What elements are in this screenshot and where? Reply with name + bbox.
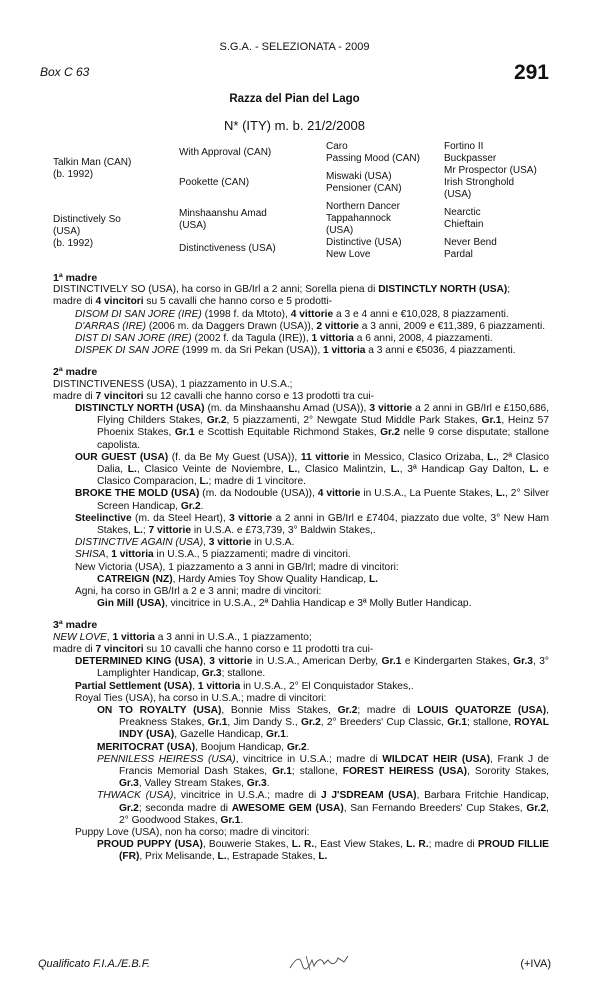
produce-entry: PROUD PUPPY (USA), Bouwerie Stakes, L. R., East View Stakes, L. R.; madre di PROUD FILLIE (FR), Prix Melisande, L., Estrapade Stakes, L. xyxy=(97,839,549,863)
produce-entry: Gin Mill (USA), vincitrice in U.S.A., 2ª Dahlia Handicap e 3ª Molly Butler Handicap. xyxy=(97,598,472,610)
produce-entry: DIST DI SAN JORE (IRE) (2002 f. da Tagula (IRE)), 1 vittoria a 6 anni, 2008, 4 piazzamenti. xyxy=(75,333,493,345)
produce-entry: D'ARRAS (IRE) (2006 m. da Daggers Drawn (USA)), 2 vittorie a 3 anni, 2009 e €11,389, 6 piazzamenti. xyxy=(75,320,546,332)
dam-record-line: madre di 7 vincitori su 12 cavalli che hanno corso e 13 prodotti tra cui- xyxy=(53,390,375,402)
horse-description: N* (ITY) m. b. 21/2/2008 xyxy=(224,118,365,133)
dam-record-line: madre di 7 vincitori su 10 cavalli che hanno corso e 11 prodotti tra cui- xyxy=(53,643,374,655)
produce-entry: DISPEK DI SAN JORE (1999 m. da Sri Pekan (USA)), 1 vittoria a 3 anni e €5036, 4 piazzamenti. xyxy=(75,345,516,357)
produce-entry: CATREIGN (NZ), Hardy Amies Toy Show Quality Handicap, L. xyxy=(97,573,378,585)
box-number: Box C 63 xyxy=(40,65,90,79)
dam-record-line: DISTINCTIVENESS (USA), 1 piazzamento in U.S.A.; xyxy=(53,378,293,390)
signature-icon xyxy=(288,952,350,974)
breeder-name: Razza del Pian del Lago xyxy=(229,93,360,105)
pedigree-gen4-c: Nearctic Chieftain xyxy=(444,207,484,230)
dam-record-line: DISTINCTIVELY SO (USA), ha corso in GB/Irl a 2 anni; Sorella piena di DISTINCTLY NORTH (USA); xyxy=(53,284,511,296)
produce-entry: DETERMINED KING (USA), 3 vittorie in U.S.A., American Derby, Gr.1 e Kindergarten Stakes, Gr.3, 3° Lamplighter Handicap, Gr.3; stallone. xyxy=(75,656,549,680)
pedigree-dam-dam: Distinctiveness (USA) xyxy=(179,243,276,254)
produce-entry: DISTINCTIVE AGAIN (USA), 3 vittorie in U.S.A. xyxy=(75,537,295,549)
page-footer xyxy=(38,958,551,976)
produce-entry: Royal Ties (USA), ha corso in U.S.A.; madre di vincitori: xyxy=(75,692,327,704)
dam-record-line: madre di 4 vincitori su 5 cavalli che hanno corso e 5 prodotti- xyxy=(53,296,333,308)
qualification-note: Qualificato F.I.A./E.B.F. xyxy=(38,958,151,970)
dam-record-line: NEW LOVE, 1 vittoria a 3 anni in U.S.A., 1 piazzamento; xyxy=(53,631,312,643)
pedigree-sire: Talkin Man (CAN) (b. 1992) xyxy=(53,157,132,180)
produce-entry: THWACK (USA), vincitrice in U.S.A.; madre di J J'SDREAM (USA), Barbara Fritchie Handicap, Gr.2; seconda madre di AWESOME GEM (USA), San Fernando Breeders' Cup Stakes, Gr.2, 2° Goodwood Stakes, Gr.1. xyxy=(97,790,549,826)
produce-entry: ON TO ROYALTY (USA), Bonnie Miss Stakes, Gr.2; madre di LOUIS QUATORZE (USA), Preakness Stakes, Gr.1, Jim Dandy S., Gr.2, 2° Breeders' Cup Classic, Gr.1; stallone, ROYAL INDY (USA), Gazelle Handicap, Gr.1. xyxy=(97,704,550,741)
section-heading: 2ª madre xyxy=(53,366,98,379)
vat-note: (+IVA) xyxy=(520,958,551,970)
pedigree-gen3-d: Distinctive (USA) New Love xyxy=(326,237,402,260)
pedigree-gen3-a: Caro Passing Mood (CAN) xyxy=(326,141,420,164)
pedigree-sire-dam: Pookette (CAN) xyxy=(179,177,250,188)
produce-entry: DISTINCTLY NORTH (USA) (m. da Minshaanshu Amad (USA)), 3 vittorie a 2 anni in GB/Irl e £150,686, Flying Childers Stakes, Gr.2, 5 piazzamenti, 2° Newgate Stud Middle Park Stakes, Gr.1, Heinz 57 Phoenix Stakes, Gr.1 e Scottish Equitable Richmond Stakes, Gr.2 nelle 9 corse disputate; stallone capolista. xyxy=(75,403,550,451)
produce-entry: Steelinctive (m. da Steel Heart), 3 vittorie a 2 anni in GB/Irl e £7404, piazzato due volte, 3° New Ham Stakes, L.; 7 vittorie in U.S.A. e £73,739, 3° Baldwin Stakes,. xyxy=(75,512,549,537)
produce-entry: MERITOCRAT (USA), Boojum Handicap, Gr.2. xyxy=(97,741,310,753)
pedigree-gen4-b: Mr Prospector (USA) Irish Stronghold (USA) xyxy=(444,165,537,200)
produce-entry: Partial Settlement (USA), 1 vittoria in U.S.A., 2° El Conquistador Stakes,. xyxy=(75,680,414,692)
pedigree-table xyxy=(53,141,553,266)
auction-header: S.G.A. - SELEZIONATA - 2009 xyxy=(219,41,370,53)
section-heading: 1ª madre xyxy=(53,272,98,284)
pedigree-gen3-b: Miswaki (USA) Pensioner (CAN) xyxy=(326,171,402,194)
pedigree-gen4-a: Fortino II Buckpasser xyxy=(444,141,497,164)
produce-entry: OUR GUEST (USA) (f. da Be My Guest (USA)), 11 vittorie in Messico, Clasico Orizaba, L., 2ª Clasico Dalia, L., Clasico Veinte de Noviembre, L., Clasico Malintzin, L., 3ª Handicap Gay Dalton, L. e Clasico Comparacion, L.; madre di 1 vincitore. xyxy=(75,451,550,488)
produce-entry: Agni, ha corso in GB/Irl a 2 e 3 anni; madre di vincitori: xyxy=(75,586,322,598)
produce-entry: PENNILESS HEIRESS (USA), vincitrice in U.S.A.; madre di WILDCAT HEIR (USA), Frank J de Francis Memorial Dash Stakes, Gr.1; stallone, FOREST HEIRESS (USA), Sorority Stakes, Gr.3, Valley Stream Stakes, Gr.3. xyxy=(97,753,549,790)
produce-record xyxy=(53,272,549,864)
section-heading: 3ª madre xyxy=(53,619,98,632)
produce-entry: BROKE THE MOLD (USA) (m. da Nodouble (USA)), 4 vittorie in U.S.A., La Puente Stakes, L., 2° Silver Screen Handicap, Gr.2. xyxy=(75,488,549,512)
pedigree-sire-sire: With Approval (CAN) xyxy=(179,147,272,158)
produce-entry: Puppy Love (USA), non ha corso; madre di vincitori: xyxy=(75,826,310,838)
lot-number: 291 xyxy=(513,61,549,84)
produce-entry: SHISA, 1 vittoria in U.S.A., 5 piazzamenti; madre di vincitori. xyxy=(75,549,351,561)
pedigree-gen4-d: Never Bend Pardal xyxy=(444,237,497,260)
box-row xyxy=(40,61,549,85)
produce-entry: DISOM DI SAN JORE (IRE) (1998 f. da Mtoto), 4 vittorie a 3 e 4 anni e €10,028, 8 piazzamenti. xyxy=(75,308,509,320)
produce-entry: New Victoria (USA), 1 piazzamento a 3 anni in GB/Irl; madre di vincitori: xyxy=(75,561,399,573)
pedigree-dam: Distinctively So (USA) (b. 1992) xyxy=(53,214,121,249)
pedigree-gen3-c: Northern Dancer Tappahannock (USA) xyxy=(326,201,400,236)
pedigree-dam-sire: Minshaanshu Amad (USA) xyxy=(179,208,267,231)
